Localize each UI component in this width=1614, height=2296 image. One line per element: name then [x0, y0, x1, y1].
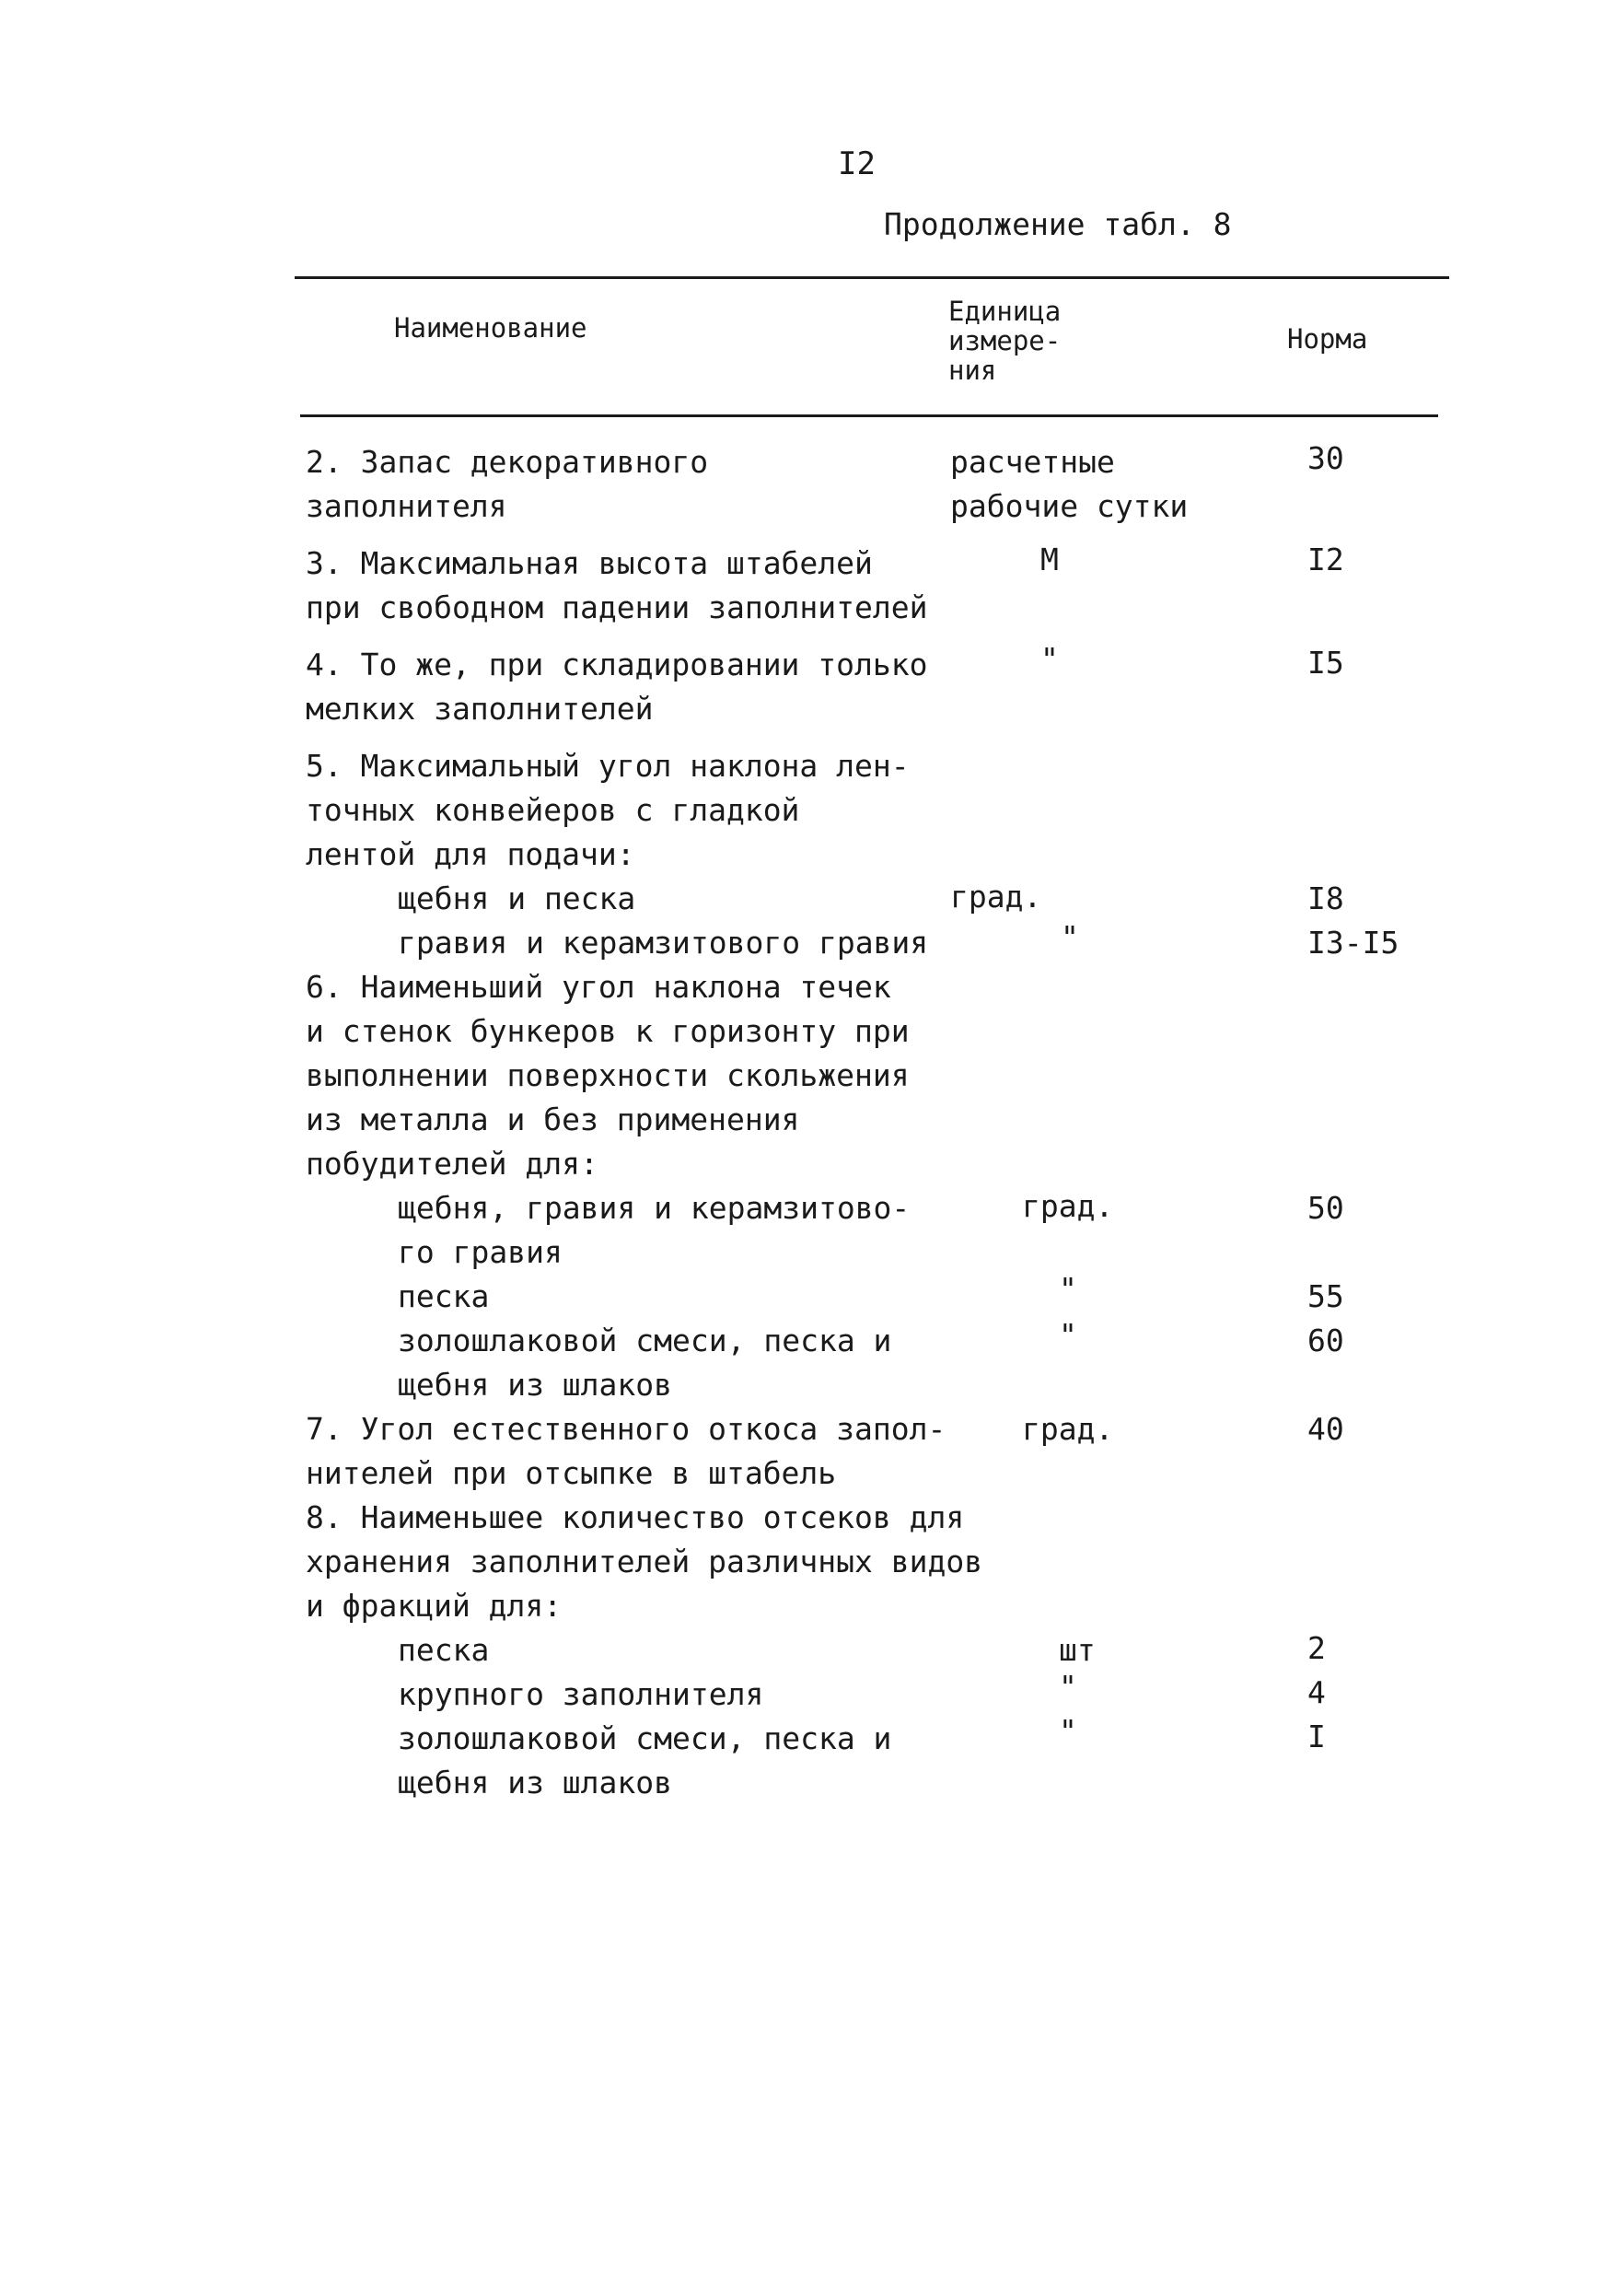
row-8-name-line-2: хранения заполнителей различных видов — [306, 1544, 983, 1579]
row-6-sub-2: песка — [398, 1278, 490, 1314]
row-6-sub-3-unit-ditto: " — [1059, 1317, 1077, 1353]
table-continuation-caption: Продолжение табл. 8 — [884, 206, 1232, 242]
row-5-sub-1-unit: град. — [950, 879, 1042, 915]
row-8-sub-3-unit-ditto: " — [1059, 1713, 1077, 1749]
row-5-name-line-1: 5. Максимальный угол наклона лен- — [306, 748, 910, 784]
row-8-sub-2-norm: 4 — [1307, 1674, 1326, 1710]
row-2-unit-line-2: рабочие сутки — [950, 488, 1189, 524]
page-number: I2 — [838, 146, 876, 182]
row-5-sub-2: гравия и керамзитового гравия — [398, 925, 929, 961]
row-2-norm: 30 — [1307, 440, 1344, 476]
row-6-sub-3-norm: 60 — [1307, 1323, 1344, 1358]
row-8-sub-3-line-1: золошлаковой смеси, песка и — [398, 1720, 892, 1756]
row-6-name-line-3: выполнении поверхности скольжения — [306, 1057, 910, 1093]
row-6-sub-2-norm: 55 — [1307, 1278, 1344, 1314]
row-6-name-line-4: из металла и без применения — [306, 1101, 800, 1137]
row-5-name-line-2: точных конвейеров с гладкой — [306, 792, 800, 828]
row-3-norm: I2 — [1307, 542, 1344, 577]
row-6-name-line-5: побудителей для: — [306, 1146, 598, 1182]
row-8-sub-2-unit-ditto: " — [1059, 1669, 1077, 1705]
row-7-norm: 40 — [1307, 1411, 1344, 1447]
row-8-sub-1-norm: 2 — [1307, 1630, 1326, 1666]
row-6-sub-1-unit: град. — [1022, 1188, 1114, 1224]
row-4-name-line-2: мелких заполнителей — [306, 691, 654, 727]
row-6-sub-1-norm: 50 — [1307, 1190, 1344, 1226]
row-5-sub-1-norm: I8 — [1307, 880, 1344, 916]
row-4-name-line-1: 4. То же, при складировании только — [306, 647, 928, 682]
row-4-unit-ditto: " — [1040, 641, 1059, 677]
header-norm: Норма — [1287, 323, 1368, 355]
row-8-name-line-1: 8. Наименьшее количество отсеков для — [306, 1499, 965, 1535]
row-7-unit: град. — [1022, 1411, 1114, 1447]
row-6-sub-1-line-1: щебня, гравия и керамзитово- — [398, 1190, 911, 1226]
row-3-unit: М — [1040, 542, 1059, 577]
row-3-name-line-1: 3. Максимальная высота штабелей — [306, 545, 873, 581]
row-7-name-line-1: 7. Угол естественного откоса запол- — [306, 1411, 946, 1447]
row-4-norm: I5 — [1307, 645, 1344, 681]
row-2-name-line-2: заполнителя — [306, 488, 507, 524]
row-3-name-line-2: при свободном падении заполнителей — [306, 589, 928, 625]
header-unit: Единица измере- ния — [948, 296, 1062, 386]
row-6-sub-3-line-1: золошлаковой смеси, песка и — [398, 1323, 892, 1358]
row-8-sub-3-norm: I — [1307, 1719, 1326, 1754]
header-name: Наименование — [394, 312, 587, 344]
row-6-sub-3-line-2: щебня из шлаков — [398, 1367, 673, 1403]
row-2-name-line-1: 2. Запас декоративного — [306, 444, 709, 480]
row-8-sub-1: песка — [398, 1632, 490, 1668]
row-5-sub-2-norm: I3-I5 — [1307, 925, 1399, 961]
row-5-sub-1: щебня и песка — [398, 880, 636, 916]
row-6-sub-2-unit-ditto: " — [1059, 1271, 1077, 1307]
row-8-sub-3-line-2: щебня из шлаков — [398, 1765, 673, 1801]
row-8-sub-1-unit: шт — [1059, 1632, 1096, 1668]
row-2-unit-line-1: расчетные — [950, 444, 1115, 480]
row-6-sub-1-line-2: го гравия — [398, 1234, 563, 1270]
row-6-name-line-1: 6. Наименьший угол наклона течек — [306, 969, 891, 1005]
row-7-name-line-2: нителей при отсыпке в штабель — [306, 1455, 837, 1491]
row-5-sub-2-unit-ditto: " — [1061, 919, 1079, 955]
row-6-name-line-2: и стенок бункеров к горизонту при — [306, 1013, 910, 1049]
row-8-name-line-3: и фракций для: — [306, 1588, 563, 1624]
row-8-sub-2: крупного заполнителя — [398, 1676, 764, 1712]
row-5-name-line-3: лентой для подачи: — [306, 836, 635, 872]
